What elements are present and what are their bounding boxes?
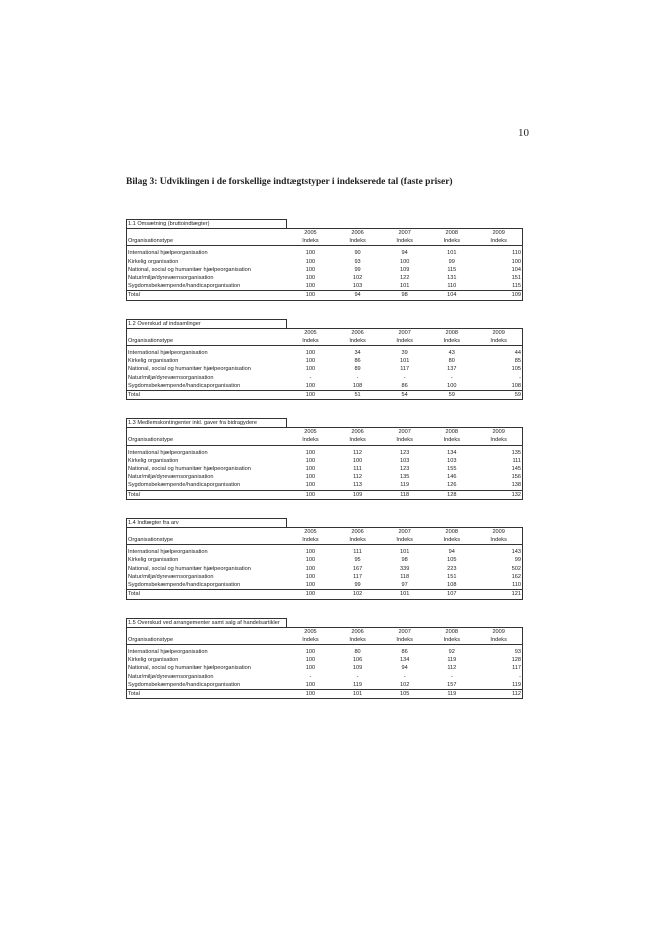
table-row bbox=[127, 481, 523, 490]
row-value: 109 bbox=[399, 266, 410, 273]
table-row bbox=[127, 374, 523, 382]
row-label: National, social og humanitær hjælpeorganisation bbox=[127, 266, 287, 274]
table-row bbox=[127, 357, 523, 365]
total-value: 59 bbox=[428, 391, 475, 400]
row-value: 123 bbox=[399, 466, 410, 473]
table-row bbox=[127, 249, 523, 257]
total-label: Total bbox=[127, 291, 287, 300]
row-value: 112 bbox=[353, 449, 363, 456]
row-value: 100 bbox=[305, 474, 316, 481]
year-header: 2006 bbox=[334, 627, 381, 636]
unit-header: Indeks bbox=[334, 636, 381, 645]
unit-header: Indeks bbox=[334, 536, 381, 545]
row-value: - bbox=[356, 673, 359, 680]
table-row bbox=[127, 382, 523, 391]
row-value: 101 bbox=[447, 250, 457, 257]
unit-header: Indeks bbox=[287, 536, 334, 545]
row-value: 134 bbox=[399, 657, 410, 664]
row-value: 44 bbox=[475, 349, 522, 357]
row-value: 128 bbox=[475, 656, 522, 664]
row-value: 101 bbox=[399, 358, 410, 365]
total-value: 119 bbox=[428, 689, 475, 698]
row-value: - bbox=[450, 673, 453, 680]
row-value: 134 bbox=[447, 449, 457, 456]
row-value: 43 bbox=[448, 350, 455, 357]
total-value: 118 bbox=[381, 490, 428, 499]
row-value: 95 bbox=[354, 557, 361, 564]
row-label: Kirkelig organisation bbox=[127, 656, 287, 664]
row-value: 90 bbox=[354, 250, 361, 257]
row-value: 143 bbox=[475, 548, 522, 556]
row-value: 117 bbox=[475, 664, 522, 672]
row-label: National, social og humanitær hjælpeorganisation bbox=[127, 664, 287, 672]
row-value: 86 bbox=[401, 648, 408, 655]
table-row bbox=[127, 266, 523, 274]
row-label: International hjælpeorganisation bbox=[127, 548, 287, 556]
column-header: Organisationstype bbox=[127, 337, 287, 346]
column-header: Organisationstype bbox=[127, 436, 287, 445]
row-label: International hjælpeorganisation bbox=[127, 349, 287, 357]
row-value: 111 bbox=[353, 466, 362, 473]
unit-header: Indeks bbox=[381, 237, 428, 246]
row-value: 99 bbox=[354, 582, 361, 589]
row-value: 100 bbox=[305, 358, 316, 365]
table-row bbox=[127, 274, 523, 282]
total-value: 59 bbox=[475, 391, 522, 400]
table-row bbox=[127, 581, 523, 590]
row-value: 167 bbox=[352, 565, 363, 572]
index-table bbox=[126, 319, 523, 401]
year-header: 2009 bbox=[475, 627, 522, 636]
row-value: 100 bbox=[305, 565, 316, 572]
total-row bbox=[127, 590, 523, 599]
year-header: 2009 bbox=[475, 428, 522, 437]
year-header: 2007 bbox=[381, 328, 428, 337]
row-value: 108 bbox=[352, 382, 363, 389]
row-value: 112 bbox=[353, 474, 363, 481]
row-value: 131 bbox=[447, 275, 457, 282]
total-value: 109 bbox=[475, 291, 522, 300]
row-value: 99 bbox=[475, 556, 522, 564]
unit-header: Indeks bbox=[475, 436, 522, 445]
total-value: 132 bbox=[475, 490, 522, 499]
table-row bbox=[127, 449, 523, 457]
table-row bbox=[127, 673, 523, 681]
row-value: 115 bbox=[475, 282, 522, 291]
row-value: 101 bbox=[399, 283, 410, 290]
unit-header: Indeks bbox=[334, 237, 381, 246]
row-value: 94 bbox=[448, 549, 455, 556]
row-label: International hjælpeorganisation bbox=[127, 449, 287, 457]
row-label: Natur/miljø/dyreværnsorganisation bbox=[127, 673, 287, 681]
unit-header: Indeks bbox=[287, 237, 334, 246]
total-value: 101 bbox=[334, 689, 381, 698]
row-value: 89 bbox=[354, 366, 361, 373]
row-value: 104 bbox=[475, 266, 522, 274]
row-value: - bbox=[475, 673, 522, 681]
unit-header: Indeks bbox=[381, 636, 428, 645]
row-value: 100 bbox=[305, 382, 316, 389]
table-row bbox=[127, 473, 523, 481]
row-label: Natur/miljø/dyreværnsorganisation bbox=[127, 374, 287, 382]
table-title: 1.5 Overskud ved arrangementer samt salg af handelsartikler bbox=[127, 618, 287, 627]
table-row bbox=[127, 656, 523, 664]
row-value: 100 bbox=[305, 275, 316, 282]
row-value: 109 bbox=[352, 665, 363, 672]
row-value: 119 bbox=[353, 681, 363, 688]
table-row bbox=[127, 465, 523, 473]
row-label: National, social og humanitær hjælpeorganisation bbox=[127, 365, 287, 373]
year-header: 2005 bbox=[287, 428, 334, 437]
total-value: 54 bbox=[381, 391, 428, 400]
row-value: 100 bbox=[305, 350, 316, 357]
row-value: 100 bbox=[305, 582, 316, 589]
total-label: Total bbox=[127, 689, 287, 698]
total-value: 104 bbox=[428, 291, 475, 300]
unit-header: Indeks bbox=[381, 536, 428, 545]
unit-header: Indeks bbox=[428, 436, 475, 445]
row-value: 135 bbox=[399, 474, 410, 481]
row-value: 100 bbox=[447, 382, 457, 389]
row-value: 100 bbox=[305, 266, 316, 273]
row-value: 108 bbox=[475, 382, 522, 391]
table-row bbox=[127, 457, 523, 465]
table-row bbox=[127, 565, 523, 573]
row-value: 117 bbox=[353, 573, 363, 580]
table-title: 1.2 Overskud af indsamlinger bbox=[127, 319, 287, 328]
row-label: Sygdomsbekæmpende/handicaporganisation bbox=[127, 481, 287, 490]
row-value: 105 bbox=[447, 557, 457, 564]
row-label: National, social og humanitær hjælpeorganisation bbox=[127, 465, 287, 473]
row-value: - bbox=[403, 374, 406, 381]
table-title: 1.3 Medlemskontingenter inkl. gaver fra bidragydere bbox=[127, 419, 287, 428]
row-value: 162 bbox=[475, 573, 522, 581]
total-value: 107 bbox=[428, 590, 475, 599]
row-value: 94 bbox=[401, 665, 408, 672]
unit-header: Indeks bbox=[475, 237, 522, 246]
total-row bbox=[127, 391, 523, 400]
row-value: 100 bbox=[305, 648, 316, 655]
row-label: Sygdomsbekæmpende/handicaporganisation bbox=[127, 382, 287, 391]
row-value: - bbox=[475, 374, 522, 382]
year-header: 2006 bbox=[334, 428, 381, 437]
row-label: Kirkelig organisation bbox=[127, 357, 287, 365]
total-label: Total bbox=[127, 391, 287, 400]
row-label: Natur/miljø/dyreværnsorganisation bbox=[127, 573, 287, 581]
year-header: 2007 bbox=[381, 627, 428, 636]
total-value: 94 bbox=[334, 291, 381, 300]
total-value: 128 bbox=[428, 490, 475, 499]
row-label: National, social og humanitær hjælpeorganisation bbox=[127, 565, 287, 573]
unit-header: Indeks bbox=[334, 436, 381, 445]
total-row bbox=[127, 291, 523, 300]
year-header: 2006 bbox=[334, 229, 381, 238]
year-header: 2009 bbox=[475, 229, 522, 238]
row-value: 103 bbox=[447, 457, 457, 464]
table-row bbox=[127, 681, 523, 690]
total-label: Total bbox=[127, 490, 287, 499]
row-value: 146 bbox=[447, 474, 457, 481]
year-header: 2005 bbox=[287, 229, 334, 238]
year-header: 2009 bbox=[475, 328, 522, 337]
row-value: 145 bbox=[475, 465, 522, 473]
row-value: 100 bbox=[305, 681, 316, 688]
table-row bbox=[127, 548, 523, 556]
year-header: 2008 bbox=[428, 527, 475, 536]
row-value: 100 bbox=[399, 258, 410, 265]
row-value: 123 bbox=[399, 449, 410, 456]
total-value: 112 bbox=[475, 689, 522, 698]
year-header: 2008 bbox=[428, 328, 475, 337]
row-value: 80 bbox=[354, 648, 361, 655]
year-header: 2009 bbox=[475, 527, 522, 536]
row-value: 155 bbox=[447, 466, 457, 473]
row-value: 108 bbox=[447, 582, 457, 589]
row-value: 99 bbox=[354, 266, 361, 273]
row-value: 137 bbox=[447, 366, 457, 373]
row-value: 110 bbox=[447, 283, 457, 290]
row-value: - bbox=[356, 374, 359, 381]
row-value: 223 bbox=[447, 565, 457, 572]
page-number: 10 bbox=[518, 127, 529, 139]
row-value: 34 bbox=[354, 350, 361, 357]
year-header: 2007 bbox=[381, 229, 428, 238]
row-value: 111 bbox=[475, 457, 522, 465]
total-value: 51 bbox=[334, 391, 381, 400]
table-row bbox=[127, 664, 523, 672]
total-value: 105 bbox=[381, 689, 428, 698]
table-row bbox=[127, 648, 523, 656]
total-value: 100 bbox=[287, 590, 334, 599]
row-value: 110 bbox=[475, 581, 522, 590]
row-value: 100 bbox=[305, 557, 316, 564]
year-header: 2008 bbox=[428, 428, 475, 437]
row-value: 97 bbox=[401, 582, 408, 589]
row-label: International hjælpeorganisation bbox=[127, 648, 287, 656]
total-value: 121 bbox=[475, 590, 522, 599]
row-value: 100 bbox=[305, 457, 316, 464]
year-header: 2006 bbox=[334, 527, 381, 536]
row-value: 115 bbox=[447, 266, 457, 273]
row-label: Natur/miljø/dyreværnsorganisation bbox=[127, 274, 287, 282]
row-label: International hjælpeorganisation bbox=[127, 249, 287, 257]
row-value: 339 bbox=[399, 565, 410, 572]
total-value: 109 bbox=[334, 490, 381, 499]
row-label: Kirkelig organisation bbox=[127, 556, 287, 564]
row-label: Kirkelig organisation bbox=[127, 258, 287, 266]
table-title: 1.4 Indtægter fra arv bbox=[127, 518, 287, 527]
unit-header: Indeks bbox=[381, 337, 428, 346]
index-table bbox=[126, 618, 523, 700]
row-value: 86 bbox=[401, 382, 408, 389]
row-value: 103 bbox=[352, 283, 363, 290]
row-value: 101 bbox=[399, 549, 410, 556]
unit-header: Indeks bbox=[428, 337, 475, 346]
total-value: 100 bbox=[287, 391, 334, 400]
row-value: 111 bbox=[353, 549, 362, 556]
row-value: 100 bbox=[305, 482, 316, 489]
year-header: 2008 bbox=[428, 229, 475, 238]
row-value: 100 bbox=[305, 657, 316, 664]
row-label: Sygdomsbekæmpende/handicaporganisation bbox=[127, 681, 287, 690]
row-value: 151 bbox=[447, 573, 457, 580]
unit-header: Indeks bbox=[287, 636, 334, 645]
row-value: 100 bbox=[305, 449, 316, 456]
total-value: 100 bbox=[287, 689, 334, 698]
row-value: 98 bbox=[401, 557, 408, 564]
row-value: 117 bbox=[400, 366, 410, 373]
total-row bbox=[127, 490, 523, 499]
unit-header: Indeks bbox=[428, 636, 475, 645]
unit-header: Indeks bbox=[475, 337, 522, 346]
row-value: 100 bbox=[352, 457, 363, 464]
unit-header: Indeks bbox=[475, 536, 522, 545]
unit-header: Indeks bbox=[334, 337, 381, 346]
unit-header: Indeks bbox=[428, 536, 475, 545]
row-value: - bbox=[403, 673, 406, 680]
row-value: 156 bbox=[475, 473, 522, 481]
index-table bbox=[126, 418, 523, 500]
table-row bbox=[127, 349, 523, 357]
total-row bbox=[127, 689, 523, 698]
row-value: 100 bbox=[305, 250, 316, 257]
column-header: Organisationstype bbox=[127, 536, 287, 545]
row-value: 85 bbox=[475, 357, 522, 365]
row-value: 135 bbox=[475, 449, 522, 457]
row-label: Sygdomsbekæmpende/handicaporganisation bbox=[127, 581, 287, 590]
row-value: 94 bbox=[401, 250, 408, 257]
row-value: 138 bbox=[475, 481, 522, 490]
row-value: 103 bbox=[399, 457, 410, 464]
row-label: Natur/miljø/dyreværnsorganisation bbox=[127, 473, 287, 481]
table-row bbox=[127, 282, 523, 291]
unit-header: Indeks bbox=[428, 237, 475, 246]
row-value: 100 bbox=[305, 466, 316, 473]
row-value: 100 bbox=[305, 366, 316, 373]
row-value: 92 bbox=[448, 648, 455, 655]
unit-header: Indeks bbox=[287, 337, 334, 346]
row-value: 113 bbox=[353, 482, 363, 489]
row-value: 106 bbox=[352, 657, 363, 664]
row-label: Kirkelig organisation bbox=[127, 457, 287, 465]
row-value: 93 bbox=[354, 258, 361, 265]
row-value: 100 bbox=[305, 258, 316, 265]
row-value: 100 bbox=[305, 573, 316, 580]
document-title: Bilag 3: Udviklingen i de forskellige indtægtstyper i indekserede tal (faste priser) bbox=[126, 177, 453, 187]
row-value: 119 bbox=[447, 657, 457, 664]
row-value: 119 bbox=[475, 681, 522, 690]
row-value: 112 bbox=[447, 665, 457, 672]
row-value: 157 bbox=[447, 681, 457, 688]
row-value: 100 bbox=[475, 258, 522, 266]
year-header: 2007 bbox=[381, 428, 428, 437]
row-value: 502 bbox=[475, 565, 522, 573]
total-value: 100 bbox=[287, 291, 334, 300]
row-value: 110 bbox=[475, 249, 522, 257]
row-value: 39 bbox=[401, 350, 408, 357]
unit-header: Indeks bbox=[381, 436, 428, 445]
row-value: 151 bbox=[475, 274, 522, 282]
row-value: 119 bbox=[400, 482, 410, 489]
year-header: 2008 bbox=[428, 627, 475, 636]
column-header: Organisationstype bbox=[127, 636, 287, 645]
table-row bbox=[127, 258, 523, 266]
unit-header: Indeks bbox=[475, 636, 522, 645]
total-value: 102 bbox=[334, 590, 381, 599]
row-value: 100 bbox=[305, 549, 316, 556]
table-title: 1.1 Omsætning (bruttoindtægter) bbox=[127, 220, 287, 229]
total-value: 100 bbox=[287, 490, 334, 499]
year-header: 2005 bbox=[287, 627, 334, 636]
year-header: 2006 bbox=[334, 328, 381, 337]
tables-container bbox=[126, 219, 523, 717]
total-label: Total bbox=[127, 590, 287, 599]
row-value: 80 bbox=[448, 358, 455, 365]
row-value: - bbox=[309, 673, 312, 680]
row-value: - bbox=[309, 374, 312, 381]
index-table bbox=[126, 219, 523, 301]
table-row bbox=[127, 365, 523, 373]
unit-header: Indeks bbox=[287, 436, 334, 445]
table-row bbox=[127, 573, 523, 581]
year-header: 2007 bbox=[381, 527, 428, 536]
row-label: Sygdomsbekæmpende/handicaporganisation bbox=[127, 282, 287, 291]
row-value: 105 bbox=[475, 365, 522, 373]
year-header: 2005 bbox=[287, 328, 334, 337]
year-header: 2005 bbox=[287, 527, 334, 536]
column-header: Organisationstype bbox=[127, 237, 287, 246]
row-value: 118 bbox=[400, 573, 410, 580]
row-value: 93 bbox=[475, 648, 522, 656]
total-value: 98 bbox=[381, 291, 428, 300]
row-value: 86 bbox=[354, 358, 361, 365]
row-value: 99 bbox=[448, 258, 455, 265]
row-value: 122 bbox=[399, 275, 410, 282]
index-table bbox=[126, 518, 523, 600]
row-value: 100 bbox=[305, 283, 316, 290]
row-value: 126 bbox=[447, 482, 457, 489]
row-value: 100 bbox=[305, 665, 316, 672]
table-row bbox=[127, 556, 523, 564]
row-value: 102 bbox=[399, 681, 410, 688]
total-value: 101 bbox=[381, 590, 428, 599]
row-value: - bbox=[450, 374, 453, 381]
row-value: 102 bbox=[352, 275, 363, 282]
